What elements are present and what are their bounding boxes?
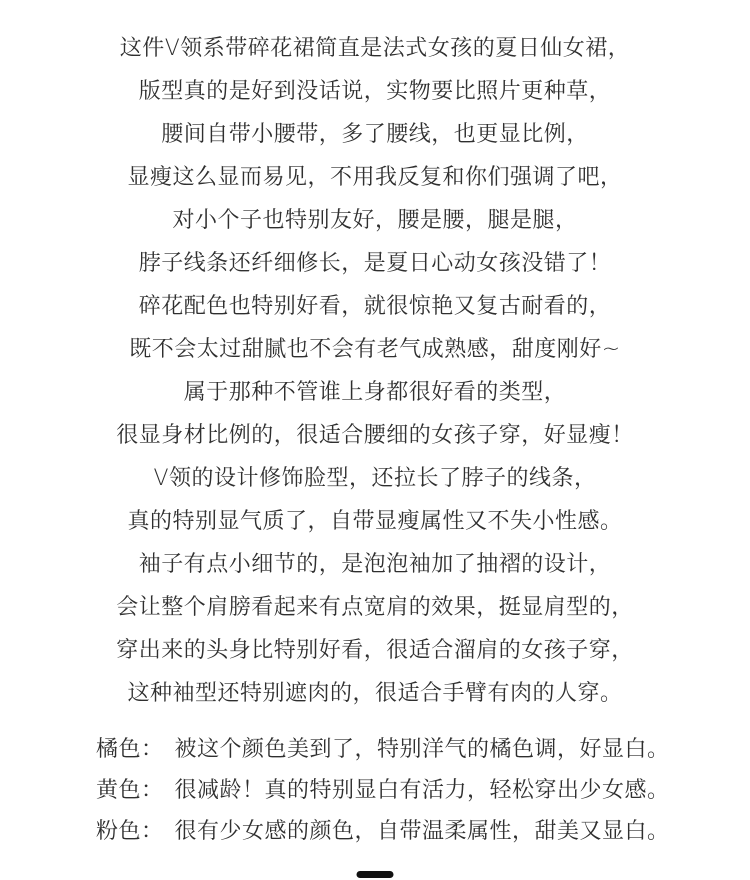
color-options-section: [0, 729, 750, 852]
description-line: 显瘦这么显而易见，不用我反复和你们强调了吧，: [127, 165, 623, 190]
color-note-text: 很减龄！真的特别显白有活力，轻松穿出少女感。: [174, 778, 670, 803]
color-note-label: 黄色：: [96, 778, 164, 803]
description-line: 穿出来的头身比特别好看，很适合溜肩的女孩子穿，: [116, 638, 634, 663]
description-line: 既不会太过甜腻也不会有老气成熟感，甜度刚好~: [129, 337, 621, 362]
color-note-row: [96, 770, 750, 811]
description-line: 真的特别显气质了，自带显瘦属性又不失小性感。: [127, 509, 623, 534]
description-line: 这件V领系带碎花裙简直是法式女孩的夏日仙女裙，: [119, 36, 631, 61]
color-note-text: 被这个颜色美到了，特别洋气的橘色调，好显白。: [174, 737, 670, 762]
description-line: 会让整个肩膀看起来有点宽肩的效果，挺显肩型的，: [116, 595, 634, 620]
description-line: 对小个子也特别友好，腰是腰，腿是腿，: [172, 208, 578, 233]
description-line: 袖子有点小细节的，是泡泡袖加了抽褶的设计，: [138, 552, 612, 577]
description-line: 腰间自带小腰带，多了腰线，也更显比例，: [161, 122, 589, 147]
color-note-text: 很有少女感的颜色，自带温柔属性，甜美又显白。: [174, 819, 670, 844]
description-line: 属于那种不管谁上身都很好看的类型，: [183, 380, 567, 405]
description-line: 很显身材比例的，很适合腰细的女孩子穿，好显瘦！: [116, 423, 634, 448]
color-note-row: [96, 729, 750, 770]
description-line: 这种袖型还特别遮肉的，很适合手臂有肉的人穿。: [127, 681, 623, 706]
description-line: V领的设计修饰脸型，还拉长了脖子的线条，: [153, 466, 597, 491]
page-end-mark-bar: [357, 871, 394, 878]
description-line: 版型真的是好到没话说，实物要比照片更种草，: [138, 79, 612, 104]
color-note-row: [96, 811, 750, 852]
color-note-label: 粉色：: [96, 819, 164, 844]
description-line: 碎花配色也特别好看，就很惊艳又复古耐看的，: [138, 294, 612, 319]
description-line: 脖子线条还纤细修长，是夏日心动女孩没错了！: [138, 251, 612, 276]
color-note-label: 橘色：: [96, 737, 164, 762]
